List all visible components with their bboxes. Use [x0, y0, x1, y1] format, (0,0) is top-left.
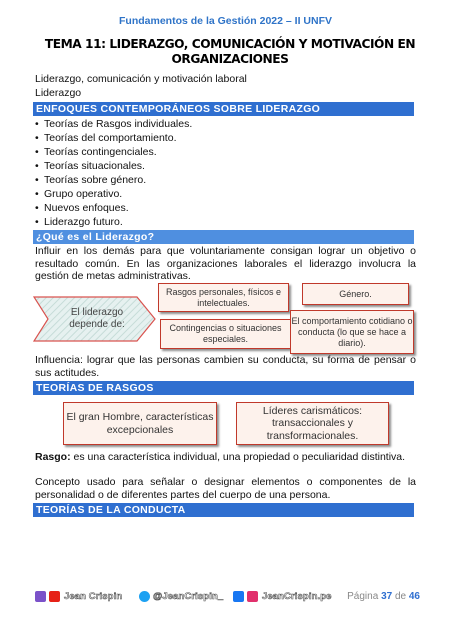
rasgo-label: Rasgo: — [35, 451, 71, 463]
instagram-icon[interactable] — [247, 591, 258, 602]
paragraph-influencia: Influencia: lograr que las personas cambien su conducta, su forma de pensar o sus actitudes. — [35, 354, 416, 379]
twitch-icon[interactable] — [35, 591, 46, 602]
rasgos-box-carismaticos: Líderes carismáticos: transaccionales y transformacionales. — [236, 402, 389, 445]
subtitle-1: Liderazgo, comunicación y motivación laboral — [35, 73, 247, 85]
list-item: • Teorías contingenciales. — [35, 145, 192, 159]
subtitle-2: Liderazgo — [35, 87, 82, 99]
arrow-label: El liderazgo depende de: — [69, 307, 125, 330]
list-item: • Liderazgo futuro. — [35, 215, 192, 229]
footer-name-2: JeanCrispin.pe — [262, 591, 332, 602]
list-item: • Grupo operativo. — [35, 187, 192, 201]
title-line-1: TEMA 11: LIDERAZGO, COMUNICACIÓN Y MOTIVACIÓN EN — [44, 37, 416, 51]
page-title — [40, 37, 420, 67]
factor-box-contingencias: Contingencias o situaciones especiales. — [160, 319, 291, 349]
section-heading-conducta: TEORÍAS DE LA CONDUCTA — [33, 503, 414, 517]
page-number: Página 37 de 46 — [347, 591, 420, 602]
rasgo-definition: es una característica individual, una propiedad o peculiaridad distintiva. — [70, 451, 406, 463]
list-item: • Nuevos enfoques. — [35, 201, 192, 215]
list-item: • Teorías del comportamiento. — [35, 131, 192, 145]
section-heading-que-es: ¿Qué es el Liderazgo? — [33, 230, 414, 244]
paragraph-concepto: Concepto usado para señalar o designar elementos o componentes de la personalidad o de diferentes partes del cuerpo de una persona. — [35, 476, 416, 501]
page-header: Fundamentos de la Gestión 2022 – II UNFV — [119, 15, 332, 27]
facebook-icon[interactable] — [233, 591, 244, 602]
section-heading-enfoques: ENFOQUES CONTEMPORÁNEOS SOBRE LIDERAZGO — [33, 102, 414, 116]
paragraph-definicion: Influir en los demás para que voluntariamente consigan lograr un objetivo o resultado común. En las organizaciones laborales el liderazgo involucra la gestión de metas administrativas. — [35, 245, 416, 282]
rasgos-box-gran-hombre: El gran Hombre, características excepcionales — [63, 402, 217, 445]
enfoques-list — [35, 117, 192, 229]
factor-box-comportamiento: El comportamiento cotidiano o conducta (lo que se hace a diario). — [290, 310, 414, 354]
list-item: • Teorías situacionales. — [35, 159, 192, 173]
section-heading-rasgos: TEORÍAS DE RASGOS — [33, 381, 414, 395]
paragraph-rasgo — [35, 451, 416, 464]
list-item: • Teorías de Rasgos individuales. — [35, 117, 192, 131]
title-line-2: ORGANIZACIONES — [171, 52, 289, 66]
twitter-icon[interactable] — [139, 591, 150, 602]
factor-box-genero: Género. — [302, 283, 409, 305]
youtube-icon[interactable] — [49, 591, 60, 602]
footer-name-1: Jean Crispin — [64, 591, 123, 602]
factor-box-rasgos: Rasgos personales, físicos e intelectuales. — [158, 283, 289, 312]
list-item: • Teorías sobre género. — [35, 173, 192, 187]
page-footer — [35, 587, 420, 607]
footer-handle: @JeanCrispin_ — [153, 591, 224, 602]
